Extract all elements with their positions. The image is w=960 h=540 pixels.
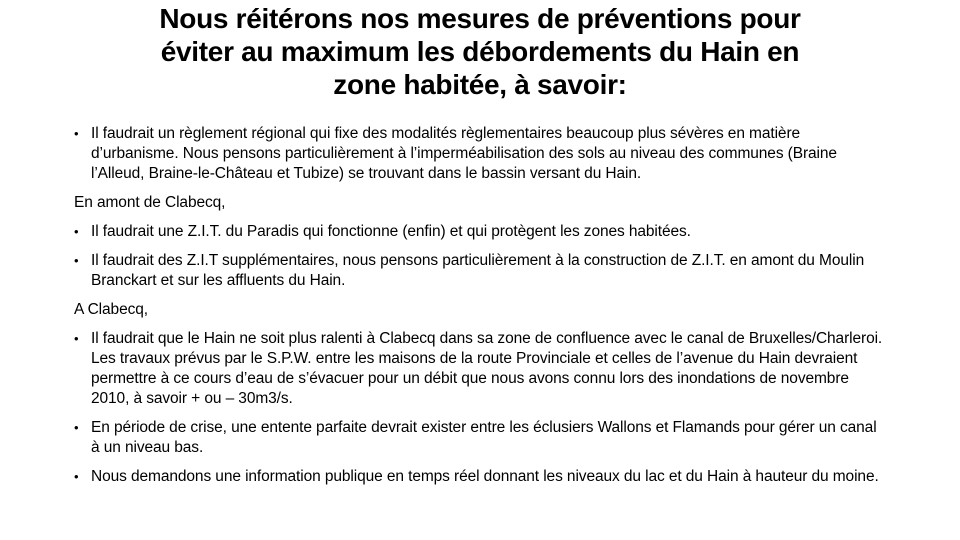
bullet-text: Il faudrait des Z.I.T supplémentaires, nous pensons particulièrement à la construction de Z.I.T. en amont du Moulin Branckart et sur les affluents du Hain. xyxy=(91,252,865,289)
slide-body xyxy=(74,124,888,496)
bullet-item xyxy=(74,329,888,409)
bullet-item xyxy=(74,222,888,242)
bullet-item xyxy=(74,124,888,184)
section-label: En amont de Clabecq, xyxy=(74,194,226,211)
bullet-icon: • xyxy=(74,420,79,435)
slide-title-line-2: éviter au maximum les débordements du Hain en xyxy=(160,36,800,67)
bullet-text: Il faudrait que le Hain ne soit plus ralenti à Clabecq dans sa zone de confluence avec le canal de Bruxelles/Charleroi. Les travaux prévus par le S.P.W. entre les maisons de la route Provinciale et celles de l’avenue du Hain devraient permettre à ce cours d’eau de s’évacuer pour un débit que nous avons connu lors des inondations de novembre 2010, à savoir + ou – 30m3/s. xyxy=(91,330,883,407)
bullet-item xyxy=(74,467,888,487)
bullet-item xyxy=(74,251,888,291)
section-label: A Clabecq, xyxy=(74,301,148,318)
slide-title-line-3: zone habitée, à savoir: xyxy=(333,69,627,100)
bullet-icon: • xyxy=(74,469,79,484)
bullet-icon: • xyxy=(74,126,79,141)
bullet-text: Il faudrait une Z.I.T. du Paradis qui fonctionne (enfin) et qui protègent les zones habitées. xyxy=(91,223,691,240)
slide-title xyxy=(0,2,960,101)
bullet-item xyxy=(74,418,888,458)
bullet-icon: • xyxy=(74,224,79,239)
slide-title-line-1: Nous réitérons nos mesures de préventions pour xyxy=(159,3,801,34)
bullet-text: Nous demandons une information publique en temps réel donnant les niveaux du lac et du Hain à hauteur du moine. xyxy=(91,468,879,485)
bullet-icon: • xyxy=(74,253,79,268)
bullet-icon: • xyxy=(74,331,79,346)
bullet-text: En période de crise, une entente parfaite devrait exister entre les éclusiers Wallons et Flamands pour gérer un canal à un niveau bas. xyxy=(91,419,877,456)
bullet-text: Il faudrait un règlement régional qui fixe des modalités règlementaires beaucoup plus sévères en matière d’urbanisme. Nous pensons particulièrement à l’imperméabilisation des sols au niveau des communes (Braine l’Alleud, Braine-le-Château et Tubize) se trouvant dans le bassin versant du Hain. xyxy=(91,125,837,182)
